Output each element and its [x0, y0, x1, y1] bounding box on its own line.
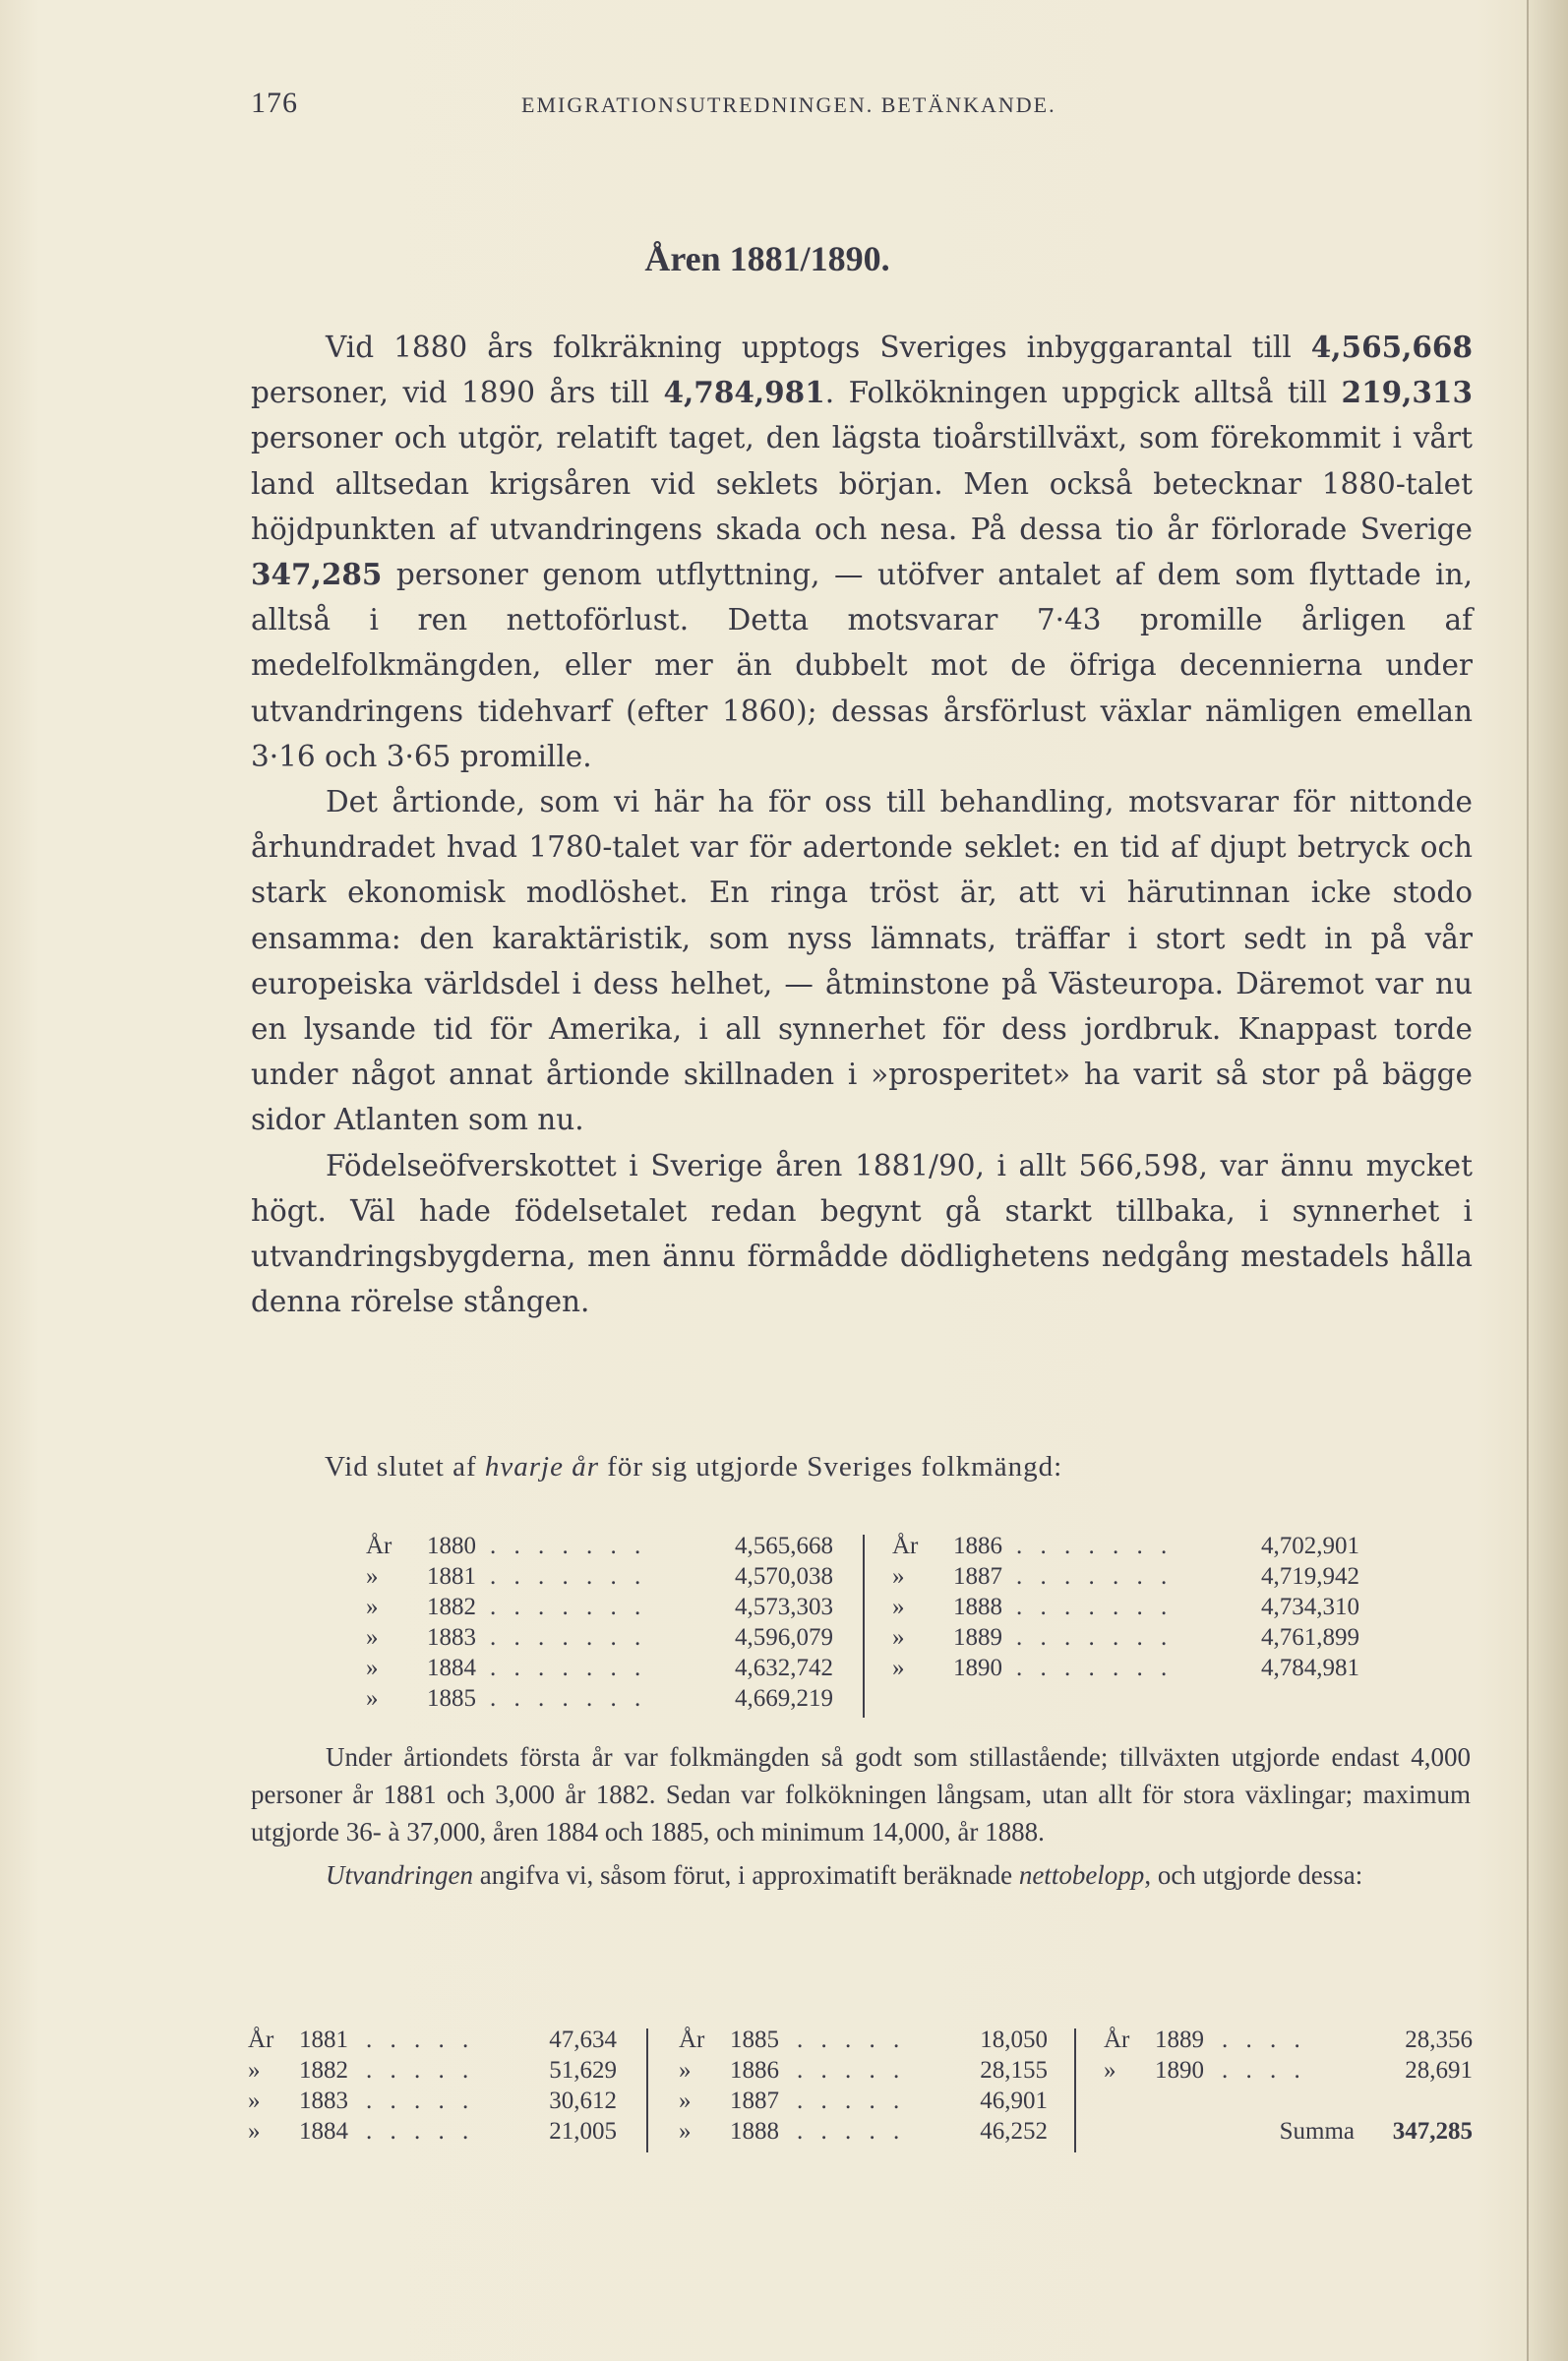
p1-text-a: Vid 1880 års folkräkning upptogs Sveriges inbyggarantal till: [326, 331, 1311, 364]
spacer-row: [1104, 2088, 1473, 2118]
table-row: [366, 1624, 833, 1655]
row-year: 1881: [299, 2027, 348, 2053]
row-leader-dots: . . . .: [1222, 2057, 1306, 2084]
page-header: [251, 87, 1471, 126]
row-year: 1883: [299, 2088, 348, 2114]
row-value: 4,784,981: [1261, 1655, 1359, 1681]
emigration-intro-italic-1: Utvandringen: [326, 1860, 473, 1890]
table-row: [892, 1563, 1359, 1594]
table-row: [366, 1594, 833, 1624]
row-year: 1882: [299, 2057, 348, 2084]
row-value: 28,155: [980, 2057, 1048, 2084]
row-leader-dots: . . . . .: [366, 2118, 475, 2145]
table-row: [248, 2057, 617, 2088]
row-value: 4,570,038: [735, 1563, 833, 1590]
row-value: 28,356: [1405, 2027, 1473, 2053]
p1-text-d: personer och utgör, relatift taget, den lägsta tioårstillväxt, som förekommit i vårt land alltsedan krigsåren vid seklets början. Men också betecknar 1880-talet höjdpunkten af utvandringens skada och nesa. På dessa tio år förlorade Sverige: [251, 421, 1473, 546]
p1-emigration-loss: 347,285: [251, 557, 383, 592]
row-value: 51,629: [549, 2057, 617, 2084]
row-year: 1889: [953, 1624, 1002, 1651]
row-leader-dots: . . . . . . .: [1016, 1563, 1174, 1590]
row-year: 1886: [730, 2057, 779, 2084]
table-row: [248, 2027, 617, 2057]
row-label: »: [366, 1594, 379, 1620]
p1-population-1890: 4,784,981: [663, 375, 825, 410]
row-year: 1888: [730, 2118, 779, 2145]
row-label: År: [679, 2027, 705, 2053]
row-leader-dots: . . . . .: [366, 2057, 475, 2084]
row-value: 46,901: [980, 2088, 1048, 2114]
emigration-table-column-3-rows: [1104, 2027, 1473, 2088]
row-leader-dots: . . . . . . .: [490, 1655, 647, 1681]
row-label: År: [366, 1533, 392, 1559]
row-leader-dots: . . . . .: [366, 2027, 475, 2053]
p1-text-b: personer, vid 1890 års till: [251, 376, 664, 410]
small-text-block: [251, 1738, 1471, 1894]
table-row: [679, 2057, 1048, 2088]
row-value: 28,691: [1405, 2057, 1473, 2084]
row-year: 1884: [427, 1655, 476, 1681]
row-label: »: [366, 1624, 379, 1651]
table-row: [892, 1624, 1359, 1655]
row-label: »: [366, 1655, 379, 1681]
row-value: 4,565,668: [735, 1533, 833, 1559]
population-intro-after: för sig utgjorde Sveriges folkmängd:: [599, 1451, 1063, 1483]
row-label: »: [679, 2088, 692, 2114]
page-edge: [1527, 0, 1568, 2361]
table-row: [892, 1594, 1359, 1624]
row-year: 1885: [427, 1685, 476, 1712]
sum-label: Summa: [1279, 2118, 1355, 2145]
row-year: 1885: [730, 2027, 779, 2053]
row-value: 4,761,899: [1261, 1624, 1359, 1651]
sum-value: 347,285: [1392, 2118, 1473, 2145]
table-row: [1104, 2057, 1473, 2088]
row-label: »: [892, 1594, 905, 1620]
table-divider: [646, 2028, 648, 2152]
table-row: [892, 1533, 1359, 1563]
row-year: 1880: [427, 1533, 476, 1559]
row-year: 1889: [1155, 2027, 1204, 2053]
p1-text-c: . Folkökningen uppgick alltså till: [824, 376, 1342, 410]
row-label: »: [679, 2057, 692, 2084]
row-year: 1890: [1155, 2057, 1204, 2084]
table-row: [366, 1533, 833, 1563]
table-row: [366, 1563, 833, 1594]
row-year: 1881: [427, 1563, 476, 1590]
row-label: »: [248, 2088, 261, 2114]
row-leader-dots: . . . . . . .: [490, 1594, 647, 1620]
row-value: 21,005: [549, 2118, 617, 2145]
row-label: »: [366, 1563, 379, 1590]
growth-paragraph: Under årtiondets första år var folkmängden så godt som stillastående; tillväxten utgjorde endast 4,000 personer år 1881 och 3,000 år 1882. Sedan var folkökningen långsam, utan allt för stora växlingar; maximum utgjorde 36- à 37,000, åren 1884 och 1885, och minimum 14,000, år 1888.: [251, 1742, 1471, 1846]
row-label: »: [679, 2118, 692, 2145]
table-divider: [863, 1535, 865, 1718]
row-leader-dots: . . . . . . .: [490, 1685, 647, 1712]
emigration-intro: [251, 1856, 1471, 1894]
row-label: »: [892, 1624, 905, 1651]
table-row: [892, 1655, 1359, 1685]
row-leader-dots: . . . .: [1222, 2027, 1306, 2053]
row-value: 4,596,079: [735, 1624, 833, 1651]
row-year: 1886: [953, 1533, 1002, 1559]
row-label: »: [248, 2118, 261, 2145]
table-row: [679, 2118, 1048, 2149]
emigration-intro-italic-2: nettobelopp: [1018, 1860, 1145, 1890]
paragraph-2: Det årtionde, som vi här ha för oss till behandling, motsvarar för nittonde århundradet hvad 1780-talet var för adertonde seklet: en tid af djupt betryck och stark ekonomisk modlöshet. En ringa tröst är, att vi härutinnan icke stodo ensamma: den karaktäristik, som nyss lämnats, träffar i stort sedt in på vår europeiska världsdel i dess helhet, — åtminstone på Västeuropa. Däremot var nu en lysande tid för Amerika, i all synnerhet för dess jordbruk. Knappast torde under något annat årtionde skillnaden i »prosperitet» ha varit så stor på bägge sidor Atlanten som nu.: [251, 785, 1473, 1137]
row-label: År: [248, 2027, 274, 2053]
emigration-intro-after: , och utgjorde dessa:: [1144, 1860, 1363, 1890]
sum-row: [1104, 2118, 1473, 2149]
row-leader-dots: . . . . .: [797, 2027, 906, 2053]
row-value: 30,612: [549, 2088, 617, 2114]
emigration-intro-middle: angifva vi, såsom förut, i approximatift beräknade: [472, 1860, 1019, 1890]
row-value: 18,050: [980, 2027, 1048, 2053]
p1-text-e: personer genom utflyttning, — utöfver antalet af dem som flyttade in, alltså i ren nettoförlust. Detta motsvarar 7·43 promille årligen af medelfolkmängden, eller mer än dubbelt mot de öfriga decennierna under utvandringens tidehvarf (efter 1860); dessas årsförlust växlar nämligen emellan 3·16 och 3·65 promille.: [251, 558, 1473, 773]
row-value: 4,702,901: [1261, 1533, 1359, 1559]
table-row: [248, 2088, 617, 2118]
row-leader-dots: . . . . . . .: [1016, 1624, 1174, 1651]
row-label: »: [366, 1685, 379, 1712]
page-number: 176: [251, 87, 298, 119]
row-value: 4,734,310: [1261, 1594, 1359, 1620]
row-value: 4,719,942: [1261, 1563, 1359, 1590]
emigration-table-column-2: [679, 2027, 1048, 2149]
row-leader-dots: . . . . . . .: [490, 1563, 647, 1590]
row-year: 1883: [427, 1624, 476, 1651]
row-label: År: [1104, 2027, 1130, 2053]
row-leader-dots: . . . . . . .: [490, 1533, 647, 1559]
emigration-table-column-1: [248, 2027, 617, 2149]
emigration-table: [248, 2027, 1473, 2154]
row-leader-dots: . . . . . . .: [490, 1624, 647, 1651]
row-year: 1888: [953, 1594, 1002, 1620]
table-divider: [1074, 2028, 1076, 2152]
population-table: [366, 1533, 1359, 1720]
row-value: 4,573,303: [735, 1594, 833, 1620]
table-row: [679, 2027, 1048, 2057]
row-leader-dots: . . . . . . .: [1016, 1533, 1174, 1559]
population-intro-italic: hvarje år: [484, 1451, 599, 1483]
table-row: [679, 2088, 1048, 2118]
table-row: [1104, 2027, 1473, 2057]
row-label: »: [892, 1563, 905, 1590]
population-table-right-column: [892, 1533, 1359, 1685]
row-year: 1882: [427, 1594, 476, 1620]
row-label: År: [892, 1533, 919, 1559]
emigration-table-column-3: [1104, 2027, 1473, 2149]
paragraph-3: Födelseöfverskottet i Sverige åren 1881/90, i allt 566,598, var ännu mycket högt. Väl hade födelsetalet redan begynt gå starkt tillbaka, i synnerhet i utvandringsbygderna, men ännu förmådde dödlighetens nedgång mestadels hålla denna rörelse stången.: [251, 1148, 1473, 1319]
row-label: »: [1104, 2057, 1116, 2084]
table-row: [248, 2118, 617, 2149]
paragraph-1: [251, 325, 1473, 779]
row-year: 1887: [953, 1563, 1002, 1590]
row-leader-dots: . . . . . . .: [1016, 1594, 1174, 1620]
row-label: »: [248, 2057, 261, 2084]
population-intro-before: Vid slutet af: [325, 1451, 485, 1483]
row-value: 46,252: [980, 2118, 1048, 2145]
population-table-left-column: [366, 1533, 833, 1716]
population-intro: [325, 1451, 1466, 1483]
row-value: 4,632,742: [735, 1655, 833, 1681]
row-year: 1890: [953, 1655, 1002, 1681]
p1-population-1880: 4,565,668: [1310, 330, 1473, 364]
row-leader-dots: . . . . . . .: [1016, 1655, 1174, 1681]
row-leader-dots: . . . . .: [797, 2088, 906, 2114]
row-leader-dots: . . . . .: [797, 2118, 906, 2145]
row-leader-dots: . . . . .: [797, 2057, 906, 2084]
p1-population-increase: 219,313: [1341, 375, 1473, 410]
table-row: [366, 1685, 833, 1716]
row-leader-dots: . . . . .: [366, 2088, 475, 2114]
section-title: Åren 1881/1890.: [644, 239, 890, 278]
row-value: 47,634: [549, 2027, 617, 2053]
running-title: EMIGRATIONSUTREDNINGEN. BETÄNKANDE.: [521, 92, 1056, 117]
row-year: 1884: [299, 2118, 348, 2145]
row-value: 4,669,219: [735, 1685, 833, 1712]
table-row: [366, 1655, 833, 1685]
row-label: »: [892, 1655, 905, 1681]
row-year: 1887: [730, 2088, 779, 2114]
body-text: [251, 325, 1473, 1324]
